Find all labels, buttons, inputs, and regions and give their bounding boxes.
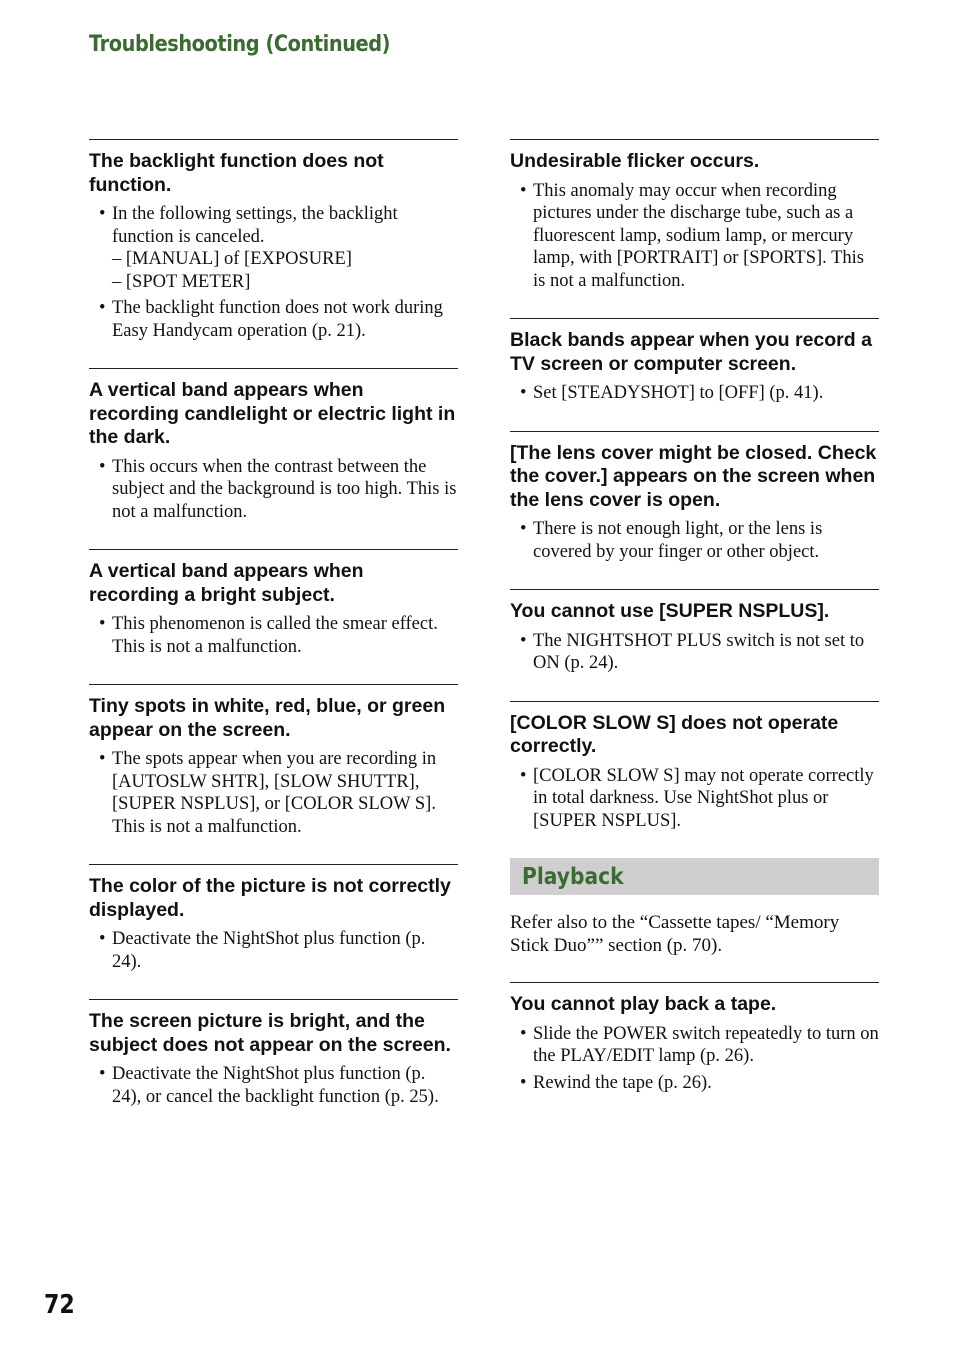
troubleshooting-section [510, 589, 879, 675]
bullet-list [89, 203, 458, 342]
bullet-icon: • [520, 519, 527, 539]
bullet-text: The spots appear when you are recording in [AUTOSLW SHTR], [SLOW SHUTTR], [SUPER NSPLUS], or [COLOR SLOW S]. This is not a malfunction. [112, 749, 437, 837]
bullet-text: Deactivate the NightShot plus function (p. 24). [112, 929, 426, 972]
bullet-text: This occurs when the contrast between the subject and the background is too high. This is not a malfunction. [112, 456, 457, 522]
bullet-icon: • [99, 929, 106, 949]
bullet-text: In the following settings, the backlight function is canceled. – [MANUAL] of [EXPOSURE] – [SPOT METER] [112, 204, 398, 292]
bullet-icon: • [99, 456, 106, 477]
bullet-item [510, 518, 879, 563]
page-number: 72 [44, 1290, 75, 1320]
bullet-item [89, 748, 458, 838]
playback-section-banner [510, 858, 879, 895]
bullet-item [89, 928, 458, 973]
page-header-title: Troubleshooting (Continued) [89, 32, 391, 57]
bullet-icon: • [520, 180, 527, 201]
bullet-text: The NIGHTSHOT PLUS switch is not set to ON (p. 24). [533, 630, 865, 673]
section-heading: You cannot play back a tape. [510, 993, 777, 1015]
bullet-text: Rewind the tape (p. 26). [533, 1072, 712, 1093]
bullet-text: The backlight function does not work during Easy Handycam operation (p. 21). [112, 298, 443, 341]
troubleshooting-section [510, 701, 879, 833]
bullet-item [510, 382, 879, 405]
section-heading: The color of the picture is not correctly displayed. [89, 875, 451, 921]
troubleshooting-section [89, 139, 458, 342]
bullet-item [89, 456, 458, 524]
troubleshooting-section [89, 864, 458, 973]
section-heading: A vertical band appears when recording candlelight or electric light in the dark. [89, 379, 456, 448]
bullet-list [89, 613, 458, 658]
bullet-list [89, 748, 458, 838]
bullet-icon: • [520, 1023, 527, 1044]
bullet-text: Slide the POWER switch repeatedly to turn on the PLAY/EDIT lamp (p. 26). [533, 1023, 879, 1066]
bullet-icon: • [520, 630, 527, 651]
troubleshooting-section [510, 139, 879, 292]
troubleshooting-section [89, 549, 458, 658]
bullet-icon: • [520, 383, 527, 403]
troubleshooting-section [510, 318, 879, 405]
troubleshooting-section [89, 368, 458, 523]
bullet-icon: • [99, 298, 106, 318]
bullet-text: Set [STEADYSHOT] to [OFF] (p. 41). [533, 383, 824, 403]
bullet-list [89, 456, 458, 524]
bullet-icon: • [99, 204, 106, 224]
bullet-item [510, 1023, 879, 1068]
bullet-item [89, 1063, 458, 1108]
bullet-icon: • [99, 1064, 106, 1084]
right-sections [510, 139, 879, 832]
section-heading: You cannot use [SUPER NSPLUS]. [510, 600, 830, 622]
bullet-item [89, 297, 458, 342]
section-heading: Black bands appear when you record a TV screen or computer screen. [510, 329, 872, 375]
bullet-item [89, 613, 458, 658]
bullet-icon: • [99, 749, 106, 769]
section-heading: Undesirable flicker occurs. [510, 150, 760, 172]
bullet-list [510, 382, 879, 405]
bullet-item [510, 180, 879, 293]
bullet-list [89, 928, 458, 973]
right-column [510, 139, 879, 1120]
bullet-text: [COLOR SLOW S] may not operate correctly in total darkness. Use NightShot plus or [SUPER NSPLUS]. [533, 765, 874, 831]
bullet-item [89, 203, 458, 293]
bullet-text: There is not enough light, or the lens is covered by your finger or other object. [533, 519, 823, 562]
section-heading: [COLOR SLOW S] does not operate correctly. [510, 711, 839, 757]
troubleshooting-section [89, 684, 458, 838]
bullet-list [510, 180, 879, 293]
section-heading: The backlight function does not function. [89, 150, 384, 196]
troubleshooting-section [510, 431, 879, 564]
bullet-list [510, 518, 879, 563]
bullet-icon: • [520, 765, 527, 786]
section-heading: The screen picture is bright, and the subject does not appear on the screen. [89, 1010, 451, 1056]
bullet-text: This anomaly may occur when recording pictures under the discharge tube, such as a fluorescent lamp, sodium lamp, or mercury lamp, with [PORTRAIT] or [SPORTS]. This is not a malfunction. [533, 180, 864, 291]
playback-section-title: Playback [522, 863, 624, 890]
playback-sections [510, 982, 879, 1094]
section-heading: A vertical band appears when recording a bright subject. [89, 560, 364, 606]
bullet-list [89, 1063, 458, 1108]
section-heading: [The lens cover might be closed. Check the cover.] appears on the screen when the lens cover is open. [510, 441, 877, 511]
bullet-list [510, 630, 879, 675]
playback-intro: Refer also to the “Cassette tapes/ “Memory Stick Duo”” section (p. 70). [510, 912, 840, 956]
bullet-list [510, 765, 879, 833]
bullet-item [510, 765, 879, 833]
left-column [89, 139, 458, 1134]
bullet-item [510, 1072, 879, 1095]
troubleshooting-section [510, 982, 879, 1094]
bullet-text: This phenomenon is called the smear effect. This is not a malfunction. [112, 614, 438, 657]
bullet-icon: • [520, 1072, 527, 1093]
bullet-icon: • [99, 614, 106, 634]
troubleshooting-section [89, 999, 458, 1108]
bullet-list [510, 1023, 879, 1095]
section-heading: Tiny spots in white, red, blue, or green appear on the screen. [89, 695, 446, 741]
bullet-text: Deactivate the NightShot plus function (p. 24), or cancel the backlight function (p. 25). [112, 1064, 439, 1107]
bullet-item [510, 630, 879, 675]
